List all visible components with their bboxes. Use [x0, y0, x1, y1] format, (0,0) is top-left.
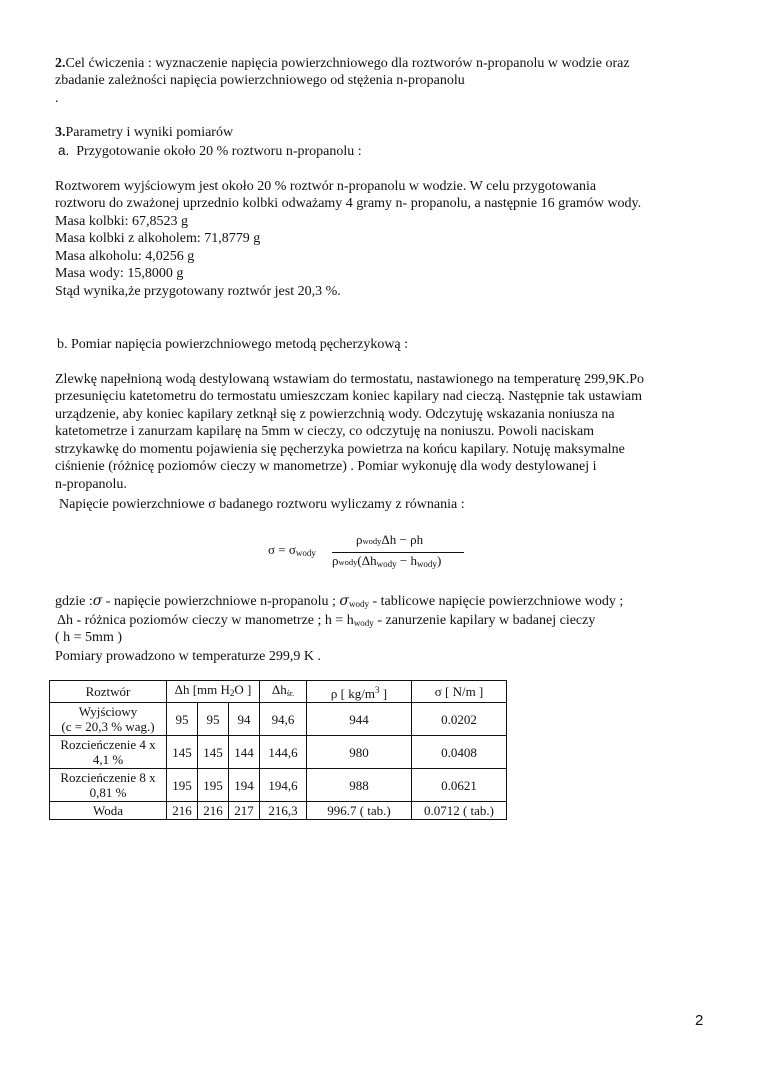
formula-numerator: ρwodyΔh − ρh: [356, 532, 424, 547]
b-paragraph-line: urządzenie, aby koniec kapilary zetknął się z powierzchnią wody. Odczytuję wskazania noniusza na: [55, 407, 615, 422]
b-paragraph-line: strzykawkę do momentu pojawienia się pęcherzyka powietrza na końcu kapilary. Notuję maksymalne: [55, 442, 625, 457]
results-table: [49, 680, 507, 820]
subsection-a-heading: [58, 142, 362, 160]
cell-h3: 194: [229, 769, 260, 802]
cell-h3: 217: [229, 802, 260, 820]
cell-avg: 194,6: [260, 769, 307, 802]
a-paragraph-line: Masa alkoholu: 4,0256 g: [55, 249, 195, 264]
section-3-title: Parametry i wyniki pomiarów: [65, 125, 234, 140]
cell-sigma: 0.0202: [412, 703, 507, 736]
formula-lhs: $\sigma = \sigma_{wody}$: [268, 542, 316, 558]
b-paragraph-line: przesunięciu katetometru do termostatu umieszczam koniec kapilary nad cieczą. Następnie tak ustawiam: [55, 389, 642, 404]
cell-avg: 216,3: [260, 802, 307, 820]
section-3-heading: [55, 124, 233, 141]
cell-name: Wyjściowy (c = 20,3 % wag.): [50, 703, 167, 736]
table-row: [50, 703, 507, 736]
cell-sigma: 0.0621: [412, 769, 507, 802]
cell-avg: 94,6: [260, 703, 307, 736]
section-2-number: 2.: [55, 56, 66, 71]
table-row: [50, 802, 507, 820]
cell-sigma: 0.0408: [412, 736, 507, 769]
b-paragraph-line: Zlewkę napełnioną wodą destylowaną wstawiam do termostatu, nastawionego na temperaturę 299,9K.Po: [55, 372, 645, 387]
cell-name: Woda: [50, 802, 167, 820]
equation-intro: Napięcie powierzchniowe σ badanego roztworu wyliczamy z równania :: [59, 497, 465, 512]
cell-h3: 144: [229, 736, 260, 769]
header-dh: Δh [mm $H_2O$ ]: [167, 681, 260, 703]
cell-h3: 94: [229, 703, 260, 736]
table-header-row: [50, 681, 507, 703]
a-paragraph-line: Stąd wynika,że przygotowany roztwór jest 20,3 %.: [55, 284, 341, 299]
cell-rho: 980: [307, 736, 412, 769]
cell-h2: 195: [198, 769, 229, 802]
cell-h1: 95: [167, 703, 198, 736]
cell-h1: 195: [167, 769, 198, 802]
header-sigma: σ [ N/m ]: [412, 681, 507, 703]
b-paragraph-line: katetometrze i zanurzam kapilarę na 5mm w cieczy, co odczytuję na noniuszu. Powoli naciskam: [55, 424, 595, 439]
section-2-dot: .: [55, 91, 59, 106]
b-paragraph-line: ciśnienie (różnicę poziomów cieczy w manometrze) . Pomiar wykonuję dla wody destylowanej i: [55, 459, 597, 474]
a-paragraph-line: Masa kolbki: 67,8523 g: [55, 214, 188, 229]
cell-h2: 95: [198, 703, 229, 736]
cell-rho: 996.7 ( tab.): [307, 802, 412, 820]
a-paragraph-line: Roztworem wyjściowym jest około 20 % roztwór n-propanolu w wodzie. W celu przygotowania: [55, 179, 597, 194]
cell-avg: 144,6: [260, 736, 307, 769]
cell-name: Rozcieńczenie 8 x 0,81 %: [50, 769, 167, 802]
subsection-a-label: a.: [58, 143, 70, 158]
temperature-note: Pomiary prowadzono w temperaturze 299,9 K .: [55, 649, 321, 664]
cell-name: Rozcieńczenie 4 x 4,1 %: [50, 736, 167, 769]
header-roztwor: Roztwór: [50, 681, 167, 703]
a-paragraph-line: Masa wody: 15,8000 g: [55, 266, 184, 281]
legend-line-1: gdzie :σ - napięcie powierzchniowe n-propanolu ; $\sigma_{wody}$ - tablicowe napięcie powierzchniowe wody ;: [55, 593, 624, 609]
header-rho: ρ [ $kg/m^3$ ]: [307, 681, 412, 703]
cell-h1: 216: [167, 802, 198, 820]
section-2-text: Cel ćwiczenia : wyznaczenie napięcia powierzchniowego dla roztworów n-propanolu w wodzie oraz: [65, 56, 630, 71]
section-2-line-2: zbadanie zależności napięcia powierzchniowego od stężenia n-propanolu: [55, 73, 465, 88]
surface-tension-formula: [268, 532, 468, 572]
legend-line-2: Δh - różnica poziomów cieczy w manometrze ; $h = h_{wody}$ - zanurzenie kapilary w badanej cieczy: [57, 613, 596, 628]
b-paragraph-line: n-propanolu.: [55, 477, 127, 492]
subsection-b-heading: b. Pomiar napięcia powierzchniowego metodą pęcherzykową :: [57, 337, 409, 352]
subsection-a-title: Przygotowanie około 20 % roztworu n-propanolu :: [76, 144, 362, 159]
formula-denominator: $\rho wody(\Delta h_{wody} - h_{wody})$: [332, 553, 442, 569]
section-3-number: 3.: [55, 125, 66, 140]
section-2-line-1: [55, 55, 630, 72]
cell-h2: 145: [198, 736, 229, 769]
cell-sigma: 0.0712 ( tab.): [412, 802, 507, 820]
legend-h-value: ( h = 5mm ): [55, 630, 122, 645]
header-dh-sr: $\Delta h_{śr.}$: [260, 681, 307, 703]
cell-h2: 216: [198, 802, 229, 820]
a-paragraph-line: Masa kolbki z alkoholem: 71,8779 g: [55, 231, 261, 246]
table-row: [50, 736, 507, 769]
a-paragraph-line: roztworu do zważonej uprzednio kolbki odważamy 4 gramy n- propanolu, a następnie 16 gramów wody.: [55, 196, 642, 211]
table-row: [50, 769, 507, 802]
cell-rho: 988: [307, 769, 412, 802]
cell-h1: 145: [167, 736, 198, 769]
cell-rho: 944: [307, 703, 412, 736]
page-number: 2: [695, 1012, 704, 1029]
